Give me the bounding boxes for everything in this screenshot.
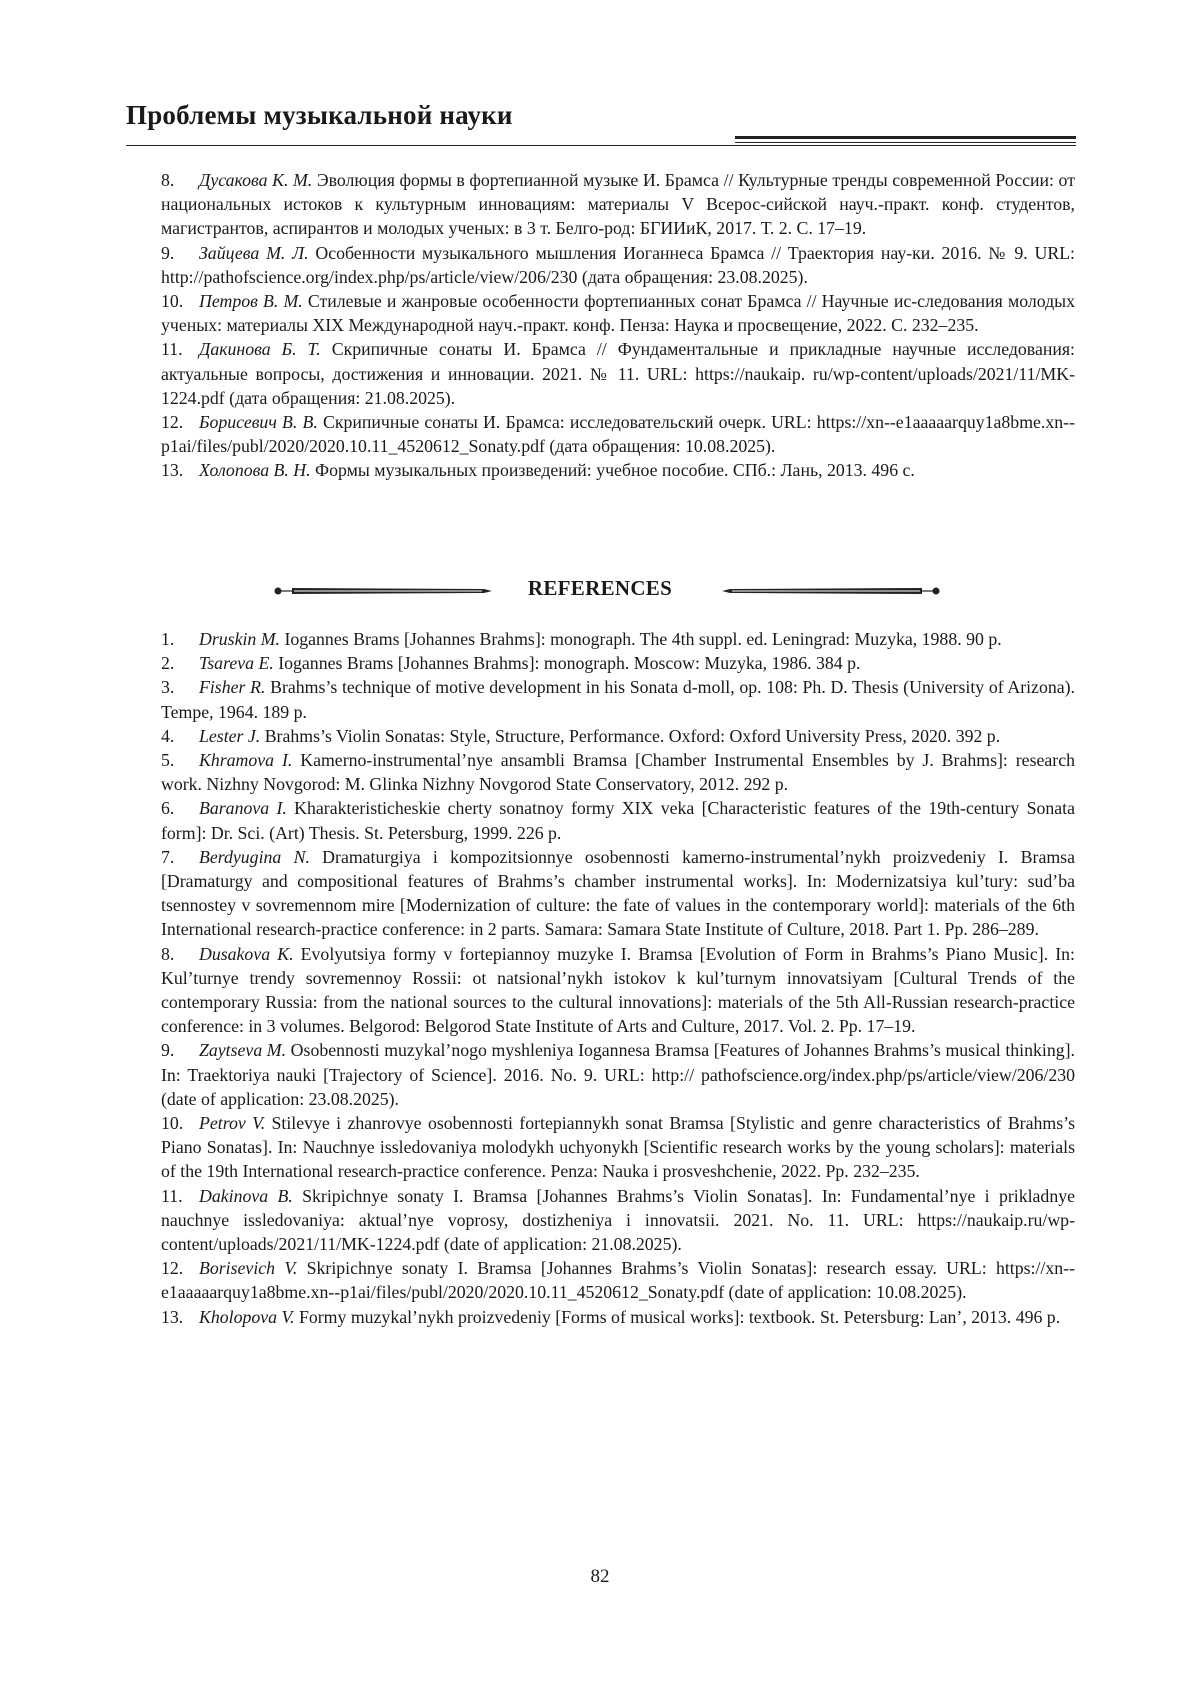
header-rule-thick	[735, 136, 1076, 143]
reference-author: Borisevich V.	[199, 1258, 298, 1279]
reference-number: 11.	[161, 1185, 183, 1206]
reference-author: Dusakova K.	[199, 943, 294, 964]
references-heading	[270, 572, 930, 608]
reference-item	[161, 289, 1075, 337]
reference-item	[161, 1305, 1075, 1329]
reference-text: Iogannes Brams [Johannes Brahms]: monograph. The 4th suppl. ed. Leningrad: Muzyka, 1988. 90 p.	[280, 629, 1002, 649]
reference-item	[161, 1184, 1075, 1257]
ornament-right-icon	[718, 586, 940, 596]
reference-number: 12.	[161, 1258, 184, 1279]
reference-number: 8.	[161, 943, 175, 964]
reference-item	[161, 410, 1075, 458]
english-reference-list	[161, 627, 1075, 1329]
reference-text: Formy muzykal’nykh proizvedeniy [Forms of musical works]: textbook. St. Petersburg: Lan’, 2013. 496 p.	[294, 1306, 1061, 1327]
reference-number: 9.	[161, 1040, 175, 1061]
reference-author: Petrov V.	[199, 1113, 266, 1134]
reference-number: 4.	[161, 725, 175, 746]
reference-number: 3.	[161, 677, 175, 698]
reference-text: Формы музыкальных произведений: учебное пособие. СПб.: Лань, 2013. 496 с.	[310, 460, 915, 481]
reference-author: Zaytseva M.	[199, 1040, 287, 1061]
reference-author: Tsareva E.	[199, 653, 274, 674]
reference-number: 1.	[161, 629, 175, 649]
reference-text: Skripichnye sonaty I. Bramsa [Johannes Brahms’s Violin Sonatas]: research essay. URL: https://xn--e1aaaaarquy1a8bme.xn--p1ai/files/publ/2020/2020.10.11_4520612_Sonaty.pdf (date of application: 10.08.2025).	[161, 1258, 1076, 1303]
reference-text: Kamerno-instrumental’nye ansambli Bramsa [Chamber Instrumental Ensembles by J. Brahms]: research work. Nizhny Novgorod: M. Glinka Nizhny Novgorod State Conservatory, 2012. 292 p.	[161, 750, 1075, 795]
reference-item	[161, 724, 1075, 748]
reference-text: Stilevye i zhanrovye osobennosti fortepiannykh sonat Bramsa [Stylistic and genre characteristics of Brahms’s Piano Sonatas]. In: Nauchnye issledovaniya molodykh uchyonykh [Scientific research works by the young scholars]: materials of the 19th International research-practice conference. Penza: Nauka i prosveshchenie, 2022. Pp. 232–235.	[161, 1113, 1075, 1182]
reference-author: Khramova I.	[199, 750, 293, 771]
reference-text: Особенности музыкального мышления Иоганнеса Брамса // Траектория нау-ки. 2016. № 9. URL: http://pathofscience.org/index.php/ps/article/view/206/230 (дата обращения: 23.08.2025).	[161, 242, 1075, 287]
reference-text: Скрипичные сонаты И. Брамса: исследовательский очерк. URL: https://xn--e1aaaaarquy1a8bme.xn--p1ai/files/publ/2020/2020.10.11_4520612_Sonaty.pdf (дата обращения: 10.08.2025).	[161, 412, 1075, 457]
reference-author: Baranova I.	[199, 798, 287, 819]
journal-title: Проблемы музыкальной науки	[126, 100, 513, 130]
reference-text: Iogannes Brams [Johannes Brahms]: monograph. Moscow: Muzyka, 1986. 384 p.	[273, 653, 861, 674]
reference-item	[161, 942, 1075, 1039]
reference-author: Druskin M.	[199, 629, 280, 649]
russian-reference-list	[161, 168, 1075, 483]
reference-author: Петров В. М.	[199, 291, 303, 312]
reference-author: Berdyugina N.	[199, 846, 310, 867]
header-rule-thin	[126, 145, 1076, 146]
reference-item	[161, 241, 1075, 289]
reference-author: Fisher R.	[199, 677, 266, 698]
reference-item	[161, 1038, 1075, 1111]
reference-author: Dakinova B.	[199, 1185, 293, 1206]
reference-item	[161, 1256, 1075, 1304]
reference-number: 13.	[161, 460, 184, 481]
reference-number: 5.	[161, 750, 175, 771]
reference-author: Борисевич В. В.	[199, 412, 318, 433]
reference-item	[161, 845, 1075, 942]
reference-item	[161, 651, 1075, 675]
reference-text: Эволюция формы в фортепианной музыке И. Брамса // Культурные тренды современной России: от национальных истоков к культурным инновациям: материалы V Всерос-сийской науч.-практ. конф. студентов, магистрантов, аспирантов и молодых ученых: в 3 т. Белго-род: БГИИиК, 2017. Т. 2. С. 17–19.	[161, 170, 1075, 239]
reference-author: Дусакова К. М.	[199, 170, 313, 190]
reference-item	[161, 458, 1075, 482]
reference-item	[161, 627, 1075, 651]
reference-number: 9.	[161, 242, 175, 263]
reference-author: Дакинова Б. Т.	[199, 339, 321, 360]
reference-author: Холопова В. Н.	[199, 460, 311, 481]
reference-item	[161, 1111, 1075, 1184]
reference-item	[161, 748, 1075, 796]
reference-number: 6.	[161, 798, 175, 819]
reference-number: 12.	[161, 412, 184, 433]
reference-number: 10.	[161, 291, 184, 312]
reference-number: 13.	[161, 1306, 184, 1327]
reference-text: Skripichnye sonaty I. Bramsa [Johannes Brahms’s Violin Sonatas]. In: Fundamental’nye i prikladnye nauchnye issledovaniya: aktual’nye voprosy, dostizheniya i innovatsii. 2021. No. 11. URL: https://naukaip.ru/wp-content/uploads/2021/11/MK-1224.pdf (date of application: 21.08.2025).	[161, 1185, 1076, 1255]
reference-text: Стилевые и жанровые особенности фортепианных сонат Брамса // Научные ис-следования молодых ученых: материалы XIX Международной науч.-практ. конф. Пенза: Наука и просвещение, 2022. С. 232–235.	[161, 291, 1075, 336]
reference-number: 10.	[161, 1113, 184, 1134]
reference-item	[161, 796, 1075, 844]
reference-text: Kharakteristicheskie cherty sonatnoy formy XIX veka [Characteristic features of the 19th-century Sonata form]: Dr. Sci. (Art) Thesis. St. Petersburg, 1999. 226 p.	[161, 798, 1075, 843]
reference-number: 8.	[161, 170, 175, 190]
reference-number: 2.	[161, 653, 175, 674]
reference-author: Lester J.	[199, 725, 261, 746]
reference-item	[161, 675, 1075, 723]
reference-item	[161, 168, 1075, 241]
reference-number: 11.	[161, 339, 183, 360]
reference-item	[161, 337, 1075, 410]
reference-text: Dramaturgiya i kompozitsionnye osobennosti kamerno-instrumental’nykh proizvedeniy I. Bramsa [Dramaturgy and compositional features of Brahms’s chamber instrumental works]. In: Modernizatsiya kul’tury: sud’ba tsennostey v sovremennom mire [Modernization of culture: the fate of values in the contemporary world]: materials of the 6th International research-practice conference: in 2 parts. Samara: Samara State Institute of Culture, 2018. Part 1. Pp. 286–289.	[161, 846, 1075, 940]
reference-text: Osobennosti muzykal’nogo myshleniya Iogannesa Bramsa [Features of Johannes Brahms’s musical thinking]. In: Traektoriya nauki [Trajectory of Science]. 2016. No. 9. URL: http:// pathofscience.org/index.php/ps/article/view/206/230 (date of application: 23.08.2025).	[161, 1040, 1075, 1109]
page-number: 82	[590, 1566, 610, 1587]
reference-author: Зайцева М. Л.	[199, 242, 309, 263]
references-heading-text: REFERENCES	[527, 576, 673, 600]
reference-number: 7.	[161, 846, 175, 867]
reference-text: Brahms’s Violin Sonatas: Style, Structure, Performance. Oxford: Oxford University Press, 2020. 392 p.	[260, 725, 1001, 746]
reference-text: Brahms’s technique of motive development in his Sonata d-moll, op. 108: Ph. D. Thesis (University of Arizona). Tempe, 1964. 189 p.	[161, 677, 1075, 722]
reference-author: Kholopova V.	[199, 1306, 295, 1327]
reference-text: Скрипичные сонаты И. Брамса // Фундаментальные и прикладные научные исследования: актуальные вопросы, достижения и инновации. 2021. № 11. URL: https://naukaip. ru/wp-content/uploads/2021/11/MK-1224.pdf (дата обращения: 21.08.2025).	[161, 339, 1075, 408]
reference-text: Evolyutsiya formy v fortepiannoy muzyke I. Bramsa [Evolution of Form in Brahms’s Piano Music]. In: Kul’turnye trendy sovremennoy Rossii: ot natsional’nykh istokov k kul’turnym innovatsiyam [Cultural Trends of the contemporary Russia: from the national sources to the cultural innovations]: materials of the 5th All-Russian research-practice conference: in 3 volumes. Belgorod: Belgorod State Institute of Arts and Culture, 2017. Vol. 2. Pp. 17–19.	[161, 943, 1076, 1037]
